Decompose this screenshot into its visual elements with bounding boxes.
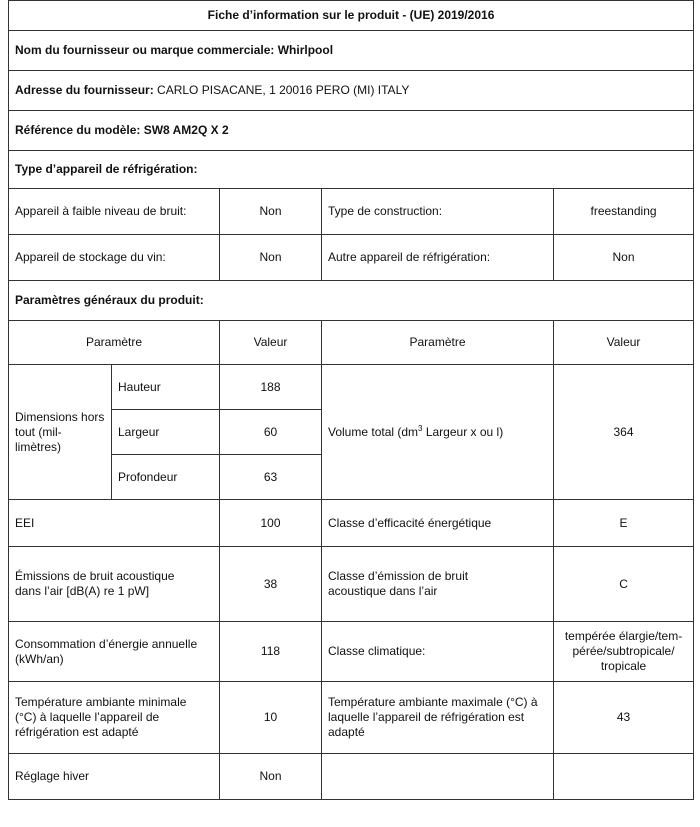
wine-storage-value: Non [220, 235, 322, 281]
depth-label: Profondeur [112, 455, 220, 500]
product-sheet-table [8, 0, 694, 800]
noise-class-label: Classe d’émission de bruit acoustique dans l’air [322, 547, 554, 622]
width-value: 60 [220, 410, 322, 455]
energy-class-label: Classe d’efficacité énergétique [322, 500, 554, 547]
annual-energy-value: 118 [220, 622, 322, 682]
climate-class-label: Classe climatique: [322, 622, 554, 682]
supplier-address-row [9, 71, 694, 111]
model-reference-label: Référence du modèle: [15, 123, 141, 137]
height-value: 188 [220, 365, 322, 410]
empty-cell-2 [554, 754, 694, 800]
model-reference-row [9, 111, 694, 151]
annual-energy-label: Consommation d’énergie annuelle (kWh/an) [9, 622, 220, 682]
sheet-title: Fiche d’information sur le produit - (UE) 2019/2016 [9, 1, 694, 31]
dimensions-label: Dimensions hors tout (mil-limètres) [9, 365, 112, 500]
column-header-value: Valeur [220, 321, 322, 365]
min-ambient-temp-value: 10 [220, 682, 322, 754]
max-ambient-temp-label: Température ambiante maximale (°C) à laquelle l’appareil de réfrigération est adapté [322, 682, 554, 754]
winter-setting-label: Réglage hiver [9, 754, 220, 800]
depth-value: 63 [220, 455, 322, 500]
climate-class-value: tempérée élargie/tem-pérée/subtropicale/ tropicale [554, 622, 694, 682]
total-volume-value: 364 [554, 365, 694, 500]
model-reference-value: SW8 AM2Q X 2 [143, 123, 229, 137]
supplier-name-row [9, 31, 694, 71]
low-noise-label: Appareil à faible niveau de bruit: [9, 189, 220, 235]
column-header-param: Paramètre [9, 321, 220, 365]
supplier-name-label: Nom du fournisseur ou marque commerciale: [15, 43, 275, 57]
wine-storage-label: Appareil de stockage du vin: [9, 235, 220, 281]
eei-label: EEI [9, 500, 220, 547]
energy-class-value: E [554, 500, 694, 547]
other-appliance-label: Autre appareil de réfrigération: [322, 235, 554, 281]
noise-class-value: C [554, 547, 694, 622]
general-params-heading: Paramètres généraux du produit: [9, 281, 694, 321]
noise-emission-label: Émissions de bruit acoustique dans l’air [dB(A) re 1 pW] [9, 547, 220, 622]
height-label: Hauteur [112, 365, 220, 410]
min-ambient-temp-label: Température ambiante minimale (°C) à laquelle l’appareil de réfrigération est adapté [9, 682, 220, 754]
empty-cell [322, 754, 554, 800]
total-volume-label: Volume total ($dm^3$ Largeur x ou l) [322, 365, 554, 500]
supplier-address-label: Adresse du fournisseur: [15, 83, 154, 97]
winter-setting-value: Non [220, 754, 322, 800]
width-label: Largeur [112, 410, 220, 455]
construction-type-label: Type de construction: [322, 189, 554, 235]
max-ambient-temp-value: 43 [554, 682, 694, 754]
noise-emission-value: 38 [220, 547, 322, 622]
other-appliance-value: Non [554, 235, 694, 281]
low-noise-value: Non [220, 189, 322, 235]
supplier-address-value: CARLO PISACANE, 1 20016 PERO (MI) ITALY [157, 83, 410, 97]
eei-value: 100 [220, 500, 322, 547]
column-header-param-2: Paramètre [322, 321, 554, 365]
appliance-type-heading: Type d’appareil de réfrigération: [9, 151, 694, 189]
column-header-value-2: Valeur [554, 321, 694, 365]
supplier-name-value: Whirlpool [277, 43, 334, 57]
construction-type-value: freestanding [554, 189, 694, 235]
